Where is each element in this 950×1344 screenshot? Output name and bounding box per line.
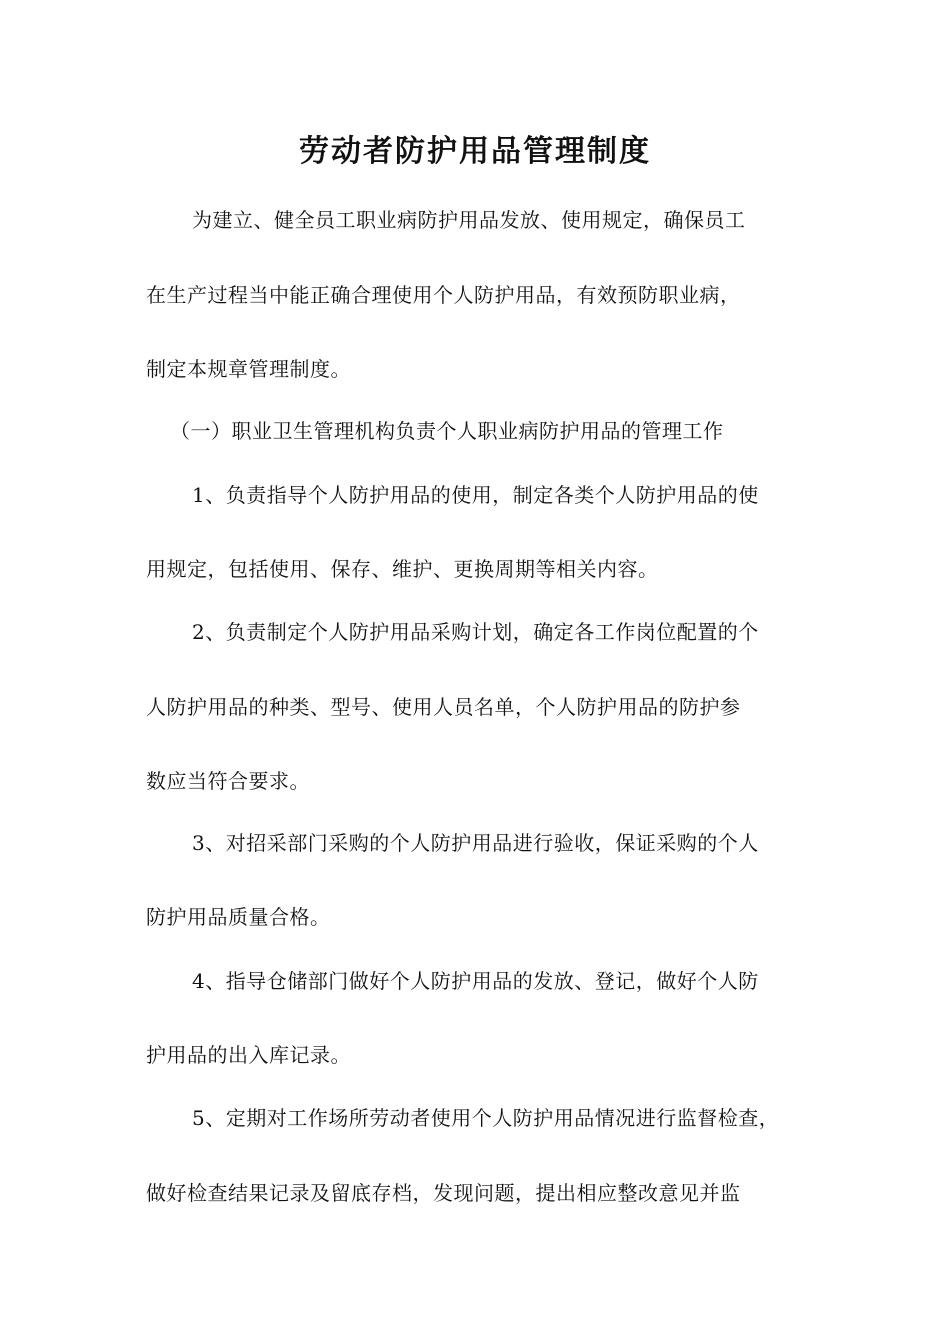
section-heading: （一）职业卫生管理机构负责个人职业病防护用品的管理工作	[170, 419, 724, 443]
paragraph-line: 4、指导仓储部门做好个人防护用品的发放、登记，做好个人防	[192, 969, 759, 993]
paragraph-line: 5、定期对工作场所劳动者使用个人防护用品情况进行监督检查，	[192, 1106, 780, 1130]
paragraph-line: 护用品的出入库记录。	[146, 1043, 351, 1067]
paragraph-line: 2、负责制定个人防护用品采购计划，确定各工作岗位配置的个	[192, 620, 759, 644]
paragraph-line: 制定本规章管理制度。	[146, 357, 351, 381]
paragraph-line: 为建立、健全员工职业病防护用品发放、使用规定，确保员工	[192, 208, 746, 232]
paragraph-line: 1、负责指导个人防护用品的使用，制定各类个人防护用品的使	[192, 483, 759, 507]
paragraph-line: 人防护用品的种类、型号、使用人员名单，个人防护用品的防护参	[146, 695, 741, 719]
document-title: 劳动者防护用品管理制度	[299, 134, 651, 169]
paragraph-line: 做好检查结果记录及留底存档，发现问题，提出相应整改意见并监	[146, 1181, 741, 1205]
paragraph-line: 用规定，包括使用、保存、维护、更换周期等相关内容。	[146, 557, 659, 581]
paragraph-line: 在生产过程当中能正确合理使用个人防护用品，有效预防职业病，	[146, 283, 741, 307]
paragraph-line: 3、对招采部门采购的个人防护用品进行验收，保证采购的个人	[192, 831, 759, 855]
paragraph-line: 数应当符合要求。	[146, 769, 310, 793]
paragraph-line: 防护用品质量合格。	[146, 905, 331, 929]
